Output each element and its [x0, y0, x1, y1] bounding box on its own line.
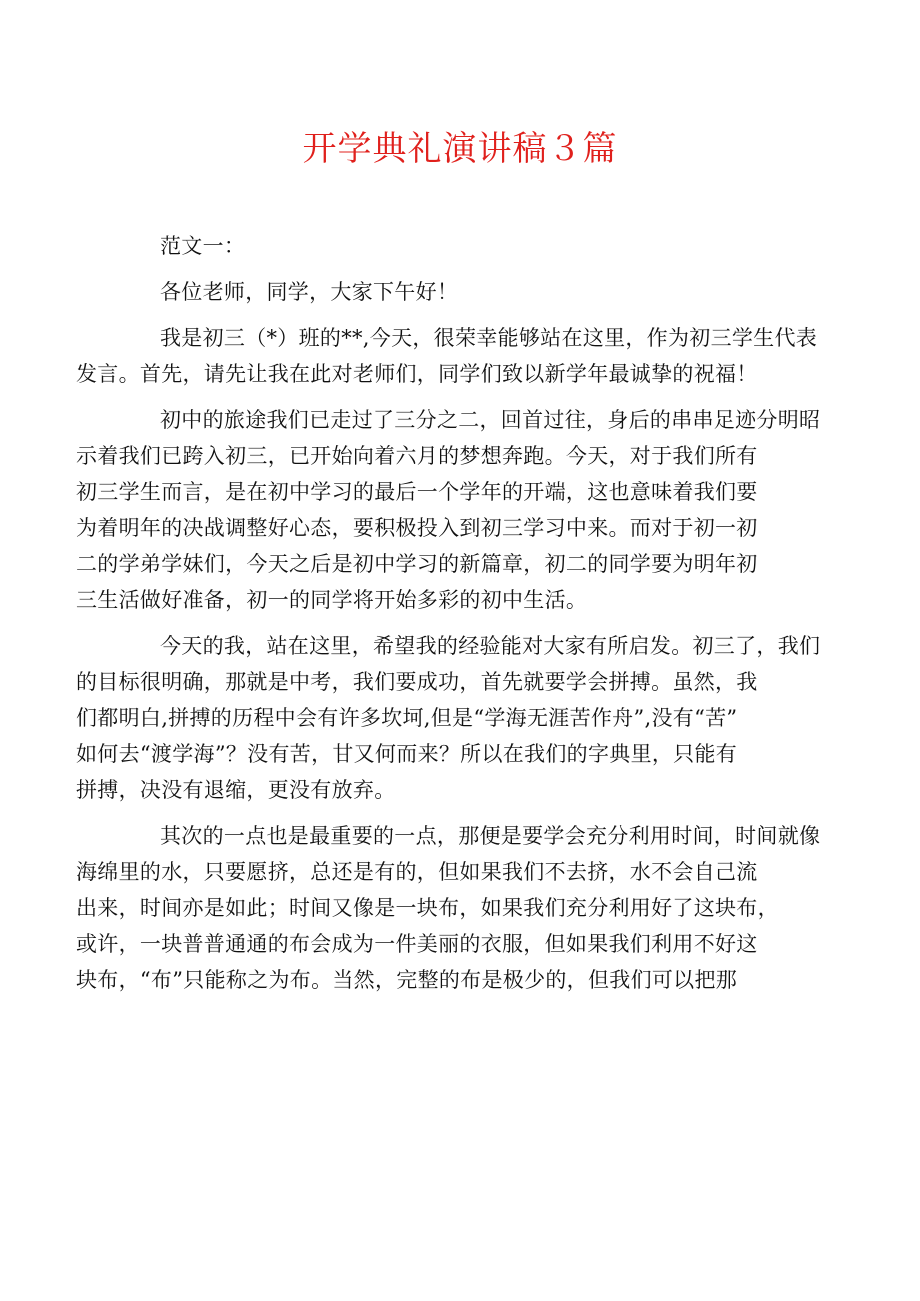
paragraph-experience [76, 628, 821, 808]
text-line: 初三学生而言，是在初中学习的最后一个学年的开端，这也意味着我们要 [76, 480, 758, 504]
text-line: 我是初三（*）班的**,今天，很荣幸能够站在这里，作为初三学生代表 [160, 326, 818, 350]
text-line: 各位老师，同学，大家下午好！ [160, 280, 459, 304]
paragraph-journey [76, 402, 821, 618]
text-line: 出来，时间亦是如此；时间又像是一块布，如果我们充分利用好了这块布， [76, 896, 779, 920]
paragraph-intro [76, 320, 818, 392]
text-line: 示着我们已跨入初三，已开始向着六月的梦想奔跑。今天，对于我们所有 [76, 444, 758, 468]
text-line: 二的学弟学妹们，今天之后是初中学习的新篇章，初二的同学要为明年初 [76, 552, 758, 576]
document-title: 开学典礼演讲稿３篇 [302, 129, 618, 169]
text-line: 海绵里的水，只要愿挤，总还是有的，但如果我们不去挤，水不会自己流 [76, 860, 758, 884]
text-line: 发言。首先，请先让我在此对老师们，同学们致以新学年最诚挚的祝福！ [76, 362, 758, 386]
text-line: 为着明年的决战调整好心态，要积极投入到初三学习中来。而对于初一初 [76, 516, 758, 540]
text-line: 范文一： [160, 234, 246, 258]
text-line: 今天的我，站在这里，希望我的经验能对大家有所启发。初三了，我们 [160, 634, 821, 658]
text-line: 或许，一块普普通通的布会成为一件美丽的衣服，但如果我们利用不好这 [76, 932, 758, 956]
text-line: 初中的旅途我们已走过了三分之二，回首过往，身后的串串足迹分明昭 [160, 408, 821, 432]
text-line: 们都明白,拼搏的历程中会有许多坎坷,但是“学海无涯苦作舟”,没有“苦” [76, 706, 738, 730]
text-line: 三生活做好准备，初一的同学将开始多彩的初中生活。 [76, 588, 588, 612]
text-line: 块布，“布”只能称之为布。当然，完整的布是极少的，但我们可以把那 [76, 968, 738, 992]
paragraph-heading [118, 228, 802, 264]
text-line: 其次的一点也是最重要的一点，那便是要学会充分利用时间，时间就像 [160, 824, 821, 848]
text-line: 拼搏，决没有退缩，更没有放弃。 [76, 778, 396, 802]
text-line: 如何去“渡学海”？没有苦，甘又何而来？所以在我们的字典里，只能有 [76, 742, 738, 766]
paragraph-time [76, 818, 821, 998]
text-line: 的目标很明确，那就是中考，我们要成功，首先就要学会拼搏。虽然，我 [76, 670, 758, 694]
paragraph-greeting [118, 274, 802, 310]
document-body [76, 228, 821, 1008]
